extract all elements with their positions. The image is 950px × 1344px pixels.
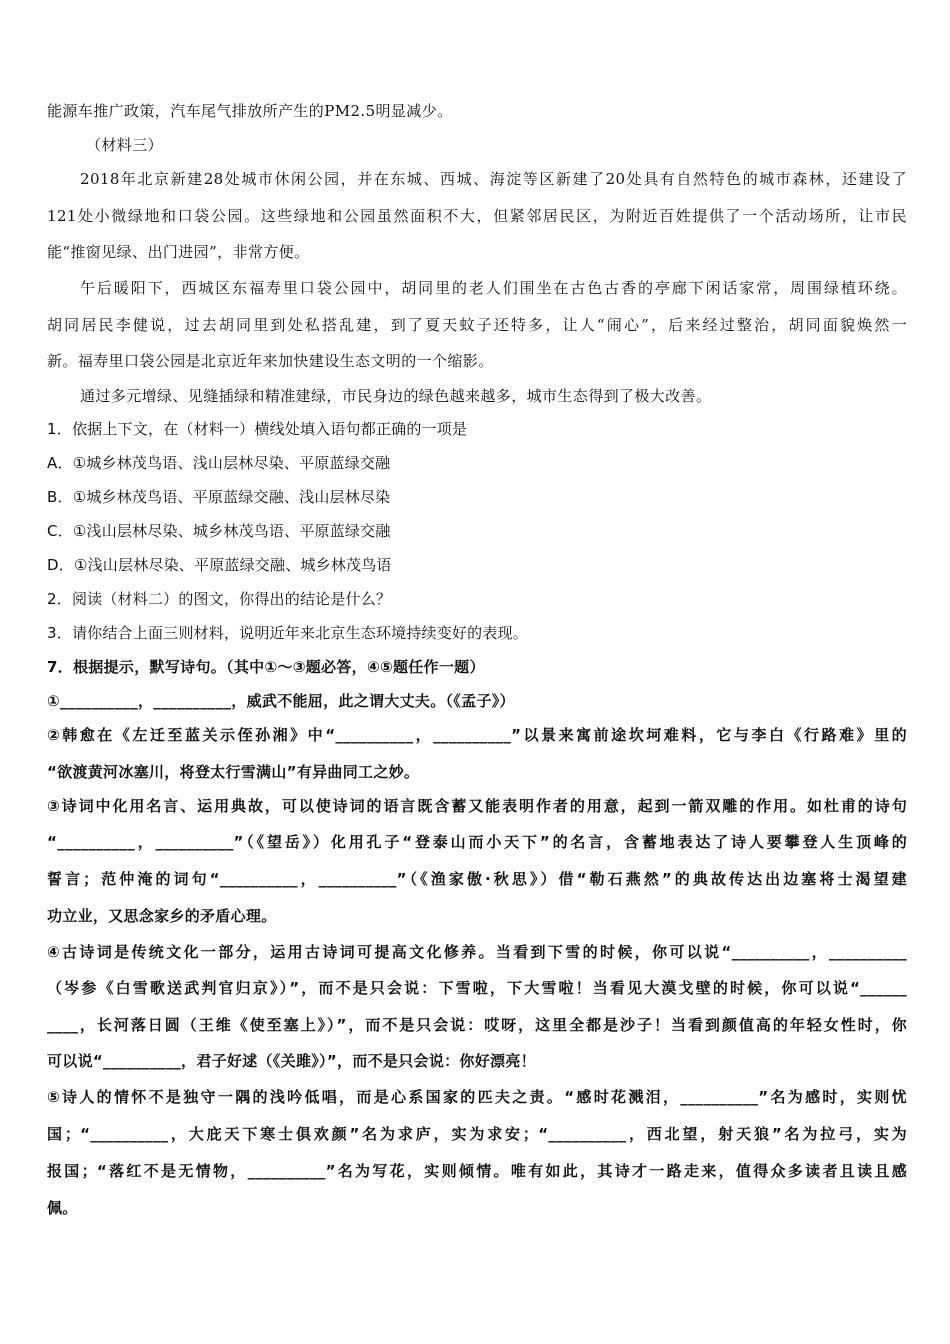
q7-line-12: ⑤诗人的情怀不是独守一隅的浅吟低唱，而是心系国家的匹夫之责。“感时花溅泪，__________”名为感时，实则忧	[47, 1088, 907, 1106]
q7-line-14: 报国；“落红不是无情物，__________”名为写花，实则倾情。唯有如此，其诗才一路走来，值得众多读者且读且感	[47, 1162, 907, 1180]
q7-line-11: 可以说“__________，君子好逑（《关雎》）”，而不是只会说：你好漂亮！	[47, 1052, 536, 1070]
material3-p2-line3: 新。福寿里口袋公园是北京近年来加快建设生态文明的一个缩影。	[47, 352, 494, 370]
material3-p2-line2: 胡同居民李健说，过去胡同里到处私搭乱建，到了夏天蚊子还特多，让人“闹心”，后来经过整治，胡同面貌焕然一	[47, 316, 907, 334]
material2-ending-line: 能源车推广政策，汽车尾气排放所产生的PM2.5明显减少。	[47, 102, 453, 120]
q7-line-6: 誓言；范仲淹的词句“__________，__________”（《渔家傲·秋思》）借“勒石燕然”的典故传达出边塞将士渴望建	[47, 870, 907, 888]
material3-heading: （材料三）	[86, 136, 164, 154]
q7-line-2: ②韩愈在《左迁至蓝关示侄孙湘》中“__________，__________”以景来寓前途坎坷难料，它与李白《行路难》里的	[47, 726, 907, 744]
q7-line-15: 佩。	[47, 1199, 78, 1217]
material3-p3: 通过多元增绿、见缝插绿和精准建绿，市民身边的绿色越来越多，城市生态得到了极大改善。	[80, 387, 712, 405]
q7-line-7: 功立业，又思念家乡的矛盾心理。	[47, 907, 277, 925]
question-1-option-b: B．①城乡林茂鸟语、平原蓝绿交融、浅山层林尽染	[47, 488, 391, 506]
q7-line-4: ③诗词中化用名言、运用典故，可以使诗词的语言既含蓄又能表明作者的用意，起到一箭双雕的作用。如杜甫的诗句	[47, 797, 907, 815]
question-2: 2．阅读（材料二）的图文，你得出的结论是什么？	[47, 590, 392, 608]
q7-line-9: （岑参《白雪歌送武判官归京》）”，而不是只会说：下雪啦，下大雪啦！当看见大漠戈壁的时候，你可以说“______	[47, 979, 907, 997]
q7-line-1: ①__________，__________，威武不能屈，此之谓大丈夫。（《孟子》）	[47, 692, 515, 710]
question-1-option-a: A．①城乡林茂鸟语、浅山层林尽染、平原蓝绿交融	[47, 454, 391, 472]
q7-line-3: “欲渡黄河冰塞川，将登太行雪满山”有异曲同工之妙。	[47, 763, 420, 781]
question-1-option-d: D．①浅山层林尽染、平原蓝绿交融、城乡林茂鸟语	[47, 556, 392, 574]
q7-line-13: 国；“__________，大庇天下寒士俱欢颜”名为求庐，实为求安；“__________，西北望，射天狼”名为拉弓，实为	[47, 1125, 907, 1143]
material3-p2-line1: 午后暖阳下，西城区东福寿里口袋公园中，胡同里的老人们围坐在古色古香的亭廊下闲话家常，周围绿植环绕。	[80, 279, 907, 297]
material3-p1-line1: 2018年北京新建28处城市休闲公园，并在东城、西城、海淀等区新建了20处具有自然特色的城市森林，还建设了	[80, 170, 907, 188]
question-1: 1．依据上下文，在（材料一）横线处填入语句都正确的一项是	[47, 420, 468, 438]
question-1-option-c: C．①浅山层林尽染、城乡林茂鸟语、平原蓝绿交融	[47, 522, 391, 540]
question-3: 3．请你结合上面三则材料，说明近年来北京生态环境持续变好的表现。	[47, 624, 528, 642]
q7-line-8: ④古诗词是传统文化一部分，运用古诗词可提高文化修养。当看到下雪的时候，你可以说“__________，__________	[47, 943, 907, 961]
q7-line-10: ____，长河落日圆（王维《使至塞上》）”，而不是只会说：哎呀，这里全都是沙子！当看到颜值高的年轻女性时，你	[47, 1016, 907, 1034]
q7-line-5: “__________，__________”（《望岳》）化用孔子“登泰山而小天下”的名言，含蓄地表达了诗人要攀登人生顶峰的	[47, 833, 907, 851]
material3-p1-line2: 121处小微绿地和口袋公园。这些绿地和公园虽然面积不大，但紧邻居民区，为附近百姓提供了一个活动场所，让市民	[47, 207, 907, 225]
material3-p1-line3: 能“推窗见绿、出门进园”，非常方便。	[47, 243, 310, 261]
question-7-title: 7．根据提示，默写诗句。（其中①～③题必答，④⑤题任作一题）	[47, 658, 485, 676]
